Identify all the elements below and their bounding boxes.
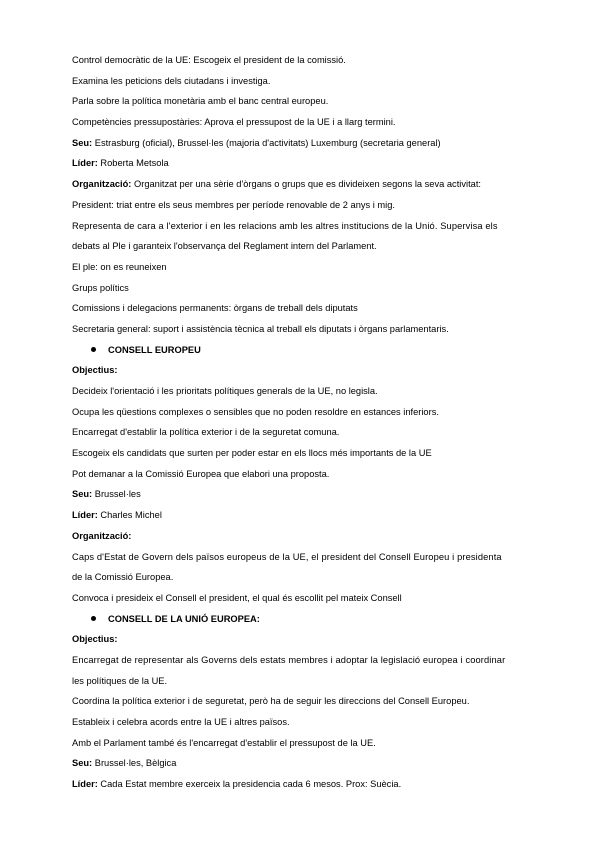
seu-value: Brussel·les — [92, 489, 141, 500]
text-line: Encarregat d'establir la política exterior i de la seguretat comuna. — [72, 427, 340, 438]
lider-line — [72, 153, 542, 174]
seu-label: Seu: — [72, 758, 93, 769]
text-line: Competències pressupostàries: Aprova el pressupost de la UE i a llarg termini. — [72, 117, 396, 128]
text-line: Parla sobre la política monetària amb el banc central europeu. — [72, 96, 329, 107]
lider-label: Líder: — [72, 779, 98, 790]
text-line: Grups polítics — [72, 282, 129, 293]
text-line: les polítiques de la UE. — [72, 675, 168, 686]
seu-line — [72, 753, 542, 774]
seu-label: Seu: — [72, 489, 93, 500]
text-line: Coordina la política exterior i de seguretat, però ha de seguir les direccions del Consell Europeu. — [72, 696, 470, 707]
seu-line — [72, 484, 542, 505]
text-line: Convoca i presideix el Consell el president, el qual és escollit pel mateix Consell — [72, 592, 402, 603]
seu-label: Seu: — [72, 137, 93, 148]
lider-value: Cada Estat membre exerceix la presidencia cada 6 mesos. Prox: Suècia. — [97, 779, 402, 790]
seu-line — [72, 133, 542, 154]
bullet-icon — [91, 347, 96, 352]
text-line: Amb el Parlament també és l'encarregat d'establir el pressupost de la UE. — [72, 737, 376, 748]
lider-line — [72, 505, 542, 526]
text-line: Ocupa les qüestions complexes o sensibles que no poden resoldre en estances inferiors. — [72, 406, 439, 417]
objectius-heading: Objectius: — [72, 634, 118, 645]
organitzacio-line — [72, 174, 542, 195]
bullet-icon — [91, 616, 96, 621]
text-line: Pot demanar a la Comissió Europea que elabori una proposta. — [72, 468, 330, 479]
text-line: Escogeix els candidats que surten per poder estar en els llocs més importants de la UE — [72, 448, 432, 459]
text-line: Estableix i celebra acords entre la UE i altres països. — [72, 717, 290, 727]
section-heading-consell-europeu — [72, 340, 542, 361]
section-heading-consell-ue — [72, 609, 542, 630]
text-line: Control democràtic de la UE: Escogeix el president de la comissió. — [72, 55, 346, 65]
text-line: debats al Ple i garanteix l'observança del Reglament intern del Parlament. — [72, 241, 377, 252]
text-line: Decideix l'orientació i les prioritats polítiques generals de la UE, no legisla. — [72, 386, 378, 396]
lider-label: Líder: — [72, 158, 98, 169]
text-line: El ple: on es reuneixen — [72, 261, 167, 272]
seu-value: Estrasburg (oficial), Brussel·les (majoria d'activitats) Luxemburg (secretaria general) — [92, 137, 441, 148]
lider-label: Líder: — [72, 510, 98, 521]
section-heading-text: CONSELL EUROPEU — [108, 344, 201, 355]
text-line: President: triat entre els seus membres per període renovable de 2 anys i mig. — [72, 199, 395, 210]
section-heading-text: CONSELL DE LA UNIÓ EUROPEA: — [108, 613, 260, 624]
document-body — [72, 50, 542, 795]
text-line: Caps d'Estat de Govern dels països europeus de la UE, el president del Consell Europeu i presidenta — [72, 551, 502, 562]
organitzacio-label: Organització: — [72, 179, 132, 190]
text-line: Examina les peticions dels ciutadans i investiga. — [72, 75, 271, 86]
lider-value: Roberta Metsola — [97, 158, 169, 169]
organitzacio-heading: Organització: — [72, 530, 132, 541]
text-line: Representa de cara a l'exterior i en les relacions amb les altres institucions de la Unió. Supervisa els — [72, 220, 498, 231]
text-line: de la Comissió Europea. — [72, 572, 174, 583]
organitzacio-value: Organitzat per una sèrie d'òrgans o grups que es divideixen segons la seva activitat: — [131, 179, 481, 190]
text-line: Comissions i delegacions permanents: òrgans de treball dels diputats — [72, 303, 358, 314]
objectius-heading: Objectius: — [72, 365, 118, 376]
lider-line — [72, 774, 542, 795]
seu-value: Brussel·les, Bèlgica — [92, 758, 177, 769]
lider-value: Charles Michel — [97, 510, 162, 521]
text-line: Encarregat de representar als Governs dels estats membres i adoptar la legislació europea i coordinar — [72, 654, 506, 665]
text-line: Secretaria general: suport i assistència tècnica al treball els diputats i òrgans parlamentaris. — [72, 323, 449, 334]
